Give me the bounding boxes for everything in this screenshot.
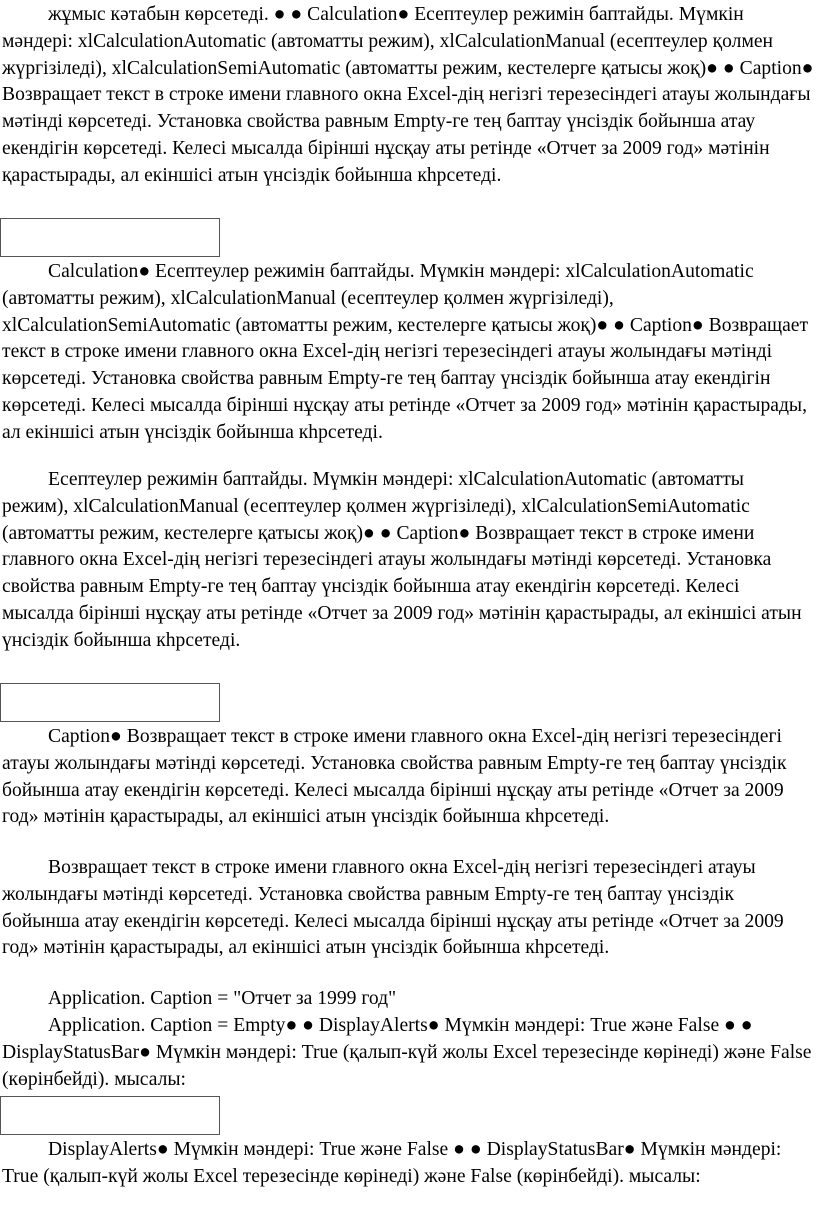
empty-code-frame-1 <box>0 218 220 257</box>
empty-code-frame-2 <box>0 683 220 722</box>
paragraph-1: жұмыс кәтабын көрсетеді. ● ● Calculation● Есептеулер режимін баптайды. Мүмкін мәндері: xlCalculationAutomatic (автоматты режим), xlCalculationManual (есептеулер қолмен жүргізіледі), xlCalculationSemiAutomatic (автоматты режим, кестелерге қатысы жоқ)● ● Caption● Возвращает текст в строке имени главного окна Excel-дің негізгі терезесіндегі атауы жолындағы мәтінді көрсетеді. Установка свойства равным Empty-ге тең баптау үнсіздік бойынша атау екендігін көрсетеді. Келесі мысалда бірінші нұсқау аты ретінде «Отчет за 2009 год» мәтінін қарастырады, ал екіншісі атын үнсіздік бойынша кһрсетеді. <box>2 4 814 186</box>
empty-code-frame-3 <box>0 1096 220 1135</box>
paragraph-3: Есептеулер режимін баптайды. Мүмкін мәндері: xlCalculationAutomatic (автоматты режим), xlCalculationManual (есептеулер қолмен жүргізіледі), xlCalculationSemiAutomatic (автоматты режим, кестелерге қатысы жоқ)● ● Caption● Возвращает текст в строке имени главного окна Excel-дің негізгі терезесіндегі атауы жолындағы мәтінді көрсетеді. Установка свойства равным Empty-ге тең баптау үнсіздік бойынша атау екендігін көрсетеді. Келесі мысалда бірінші нұсқау аты ретінде «Отчет за 2009 год» мәтінін қарастырады, ал екіншісі атын үнсіздік бойынша кһрсетеді. <box>2 469 802 651</box>
paragraph-5: Возвращает текст в строке имени главного окна Excel-дің негізгі терезесіндегі атауы жолындағы мәтінді көрсетеді. Установка свойства равным Empty-ге тең баптау үнсіздік бойынша атау екендігін көрсетеді. Келесі мысалда бірінші нұсқау аты ретінде «Отчет за 2009 год» мәтінін қарастырады, ал екіншісі атын үнсіздік бойынша кһрсетеді. <box>2 857 784 959</box>
code-line-caption-1999: Application. Caption = "Отчет за 1999 год" <box>48 988 397 1009</box>
paragraph-6: Application. Caption = Empty● ● DisplayAlerts● Мүмкін мәндері: True және False ● ● DisplayStatusBar● Мүмкін мәндері: True (қалып-күй жолы Excel терезесінде көрінеді) және False (көрінбейді). мысалы: <box>2 1015 812 1090</box>
paragraph-2: Calculation● Есептеулер режимін баптайды. Мүмкін мәндері: xlCalculationAutomatic (автоматты режим), xlCalculationManual (есептеулер қолмен жүргізіледі), xlCalculationSemiAutomatic (автоматты режим, кестелерге қатысы жоқ)● ● Caption● Возвращает текст в строке имени главного окна Excel-дің негізгі терезесіндегі атауы жолындағы мәтінді көрсетеді. Установка свойства равным Empty-ге тең баптау үнсіздік бойынша атау екендігін көрсетеді. Келесі мысалда бірінші нұсқау аты ретінде «Отчет за 2009 год» мәтінін қарастырады, ал екіншісі атын үнсіздік бойынша кһрсетеді. <box>2 261 809 443</box>
paragraph-7: DisplayAlerts● Мүмкін мәндері: True және False ● ● DisplayStatusBar● Мүмкін мәндері: True (қалып-күй жолы Excel терезесінде көрінеді) және False (көрінбейді). мысалы: <box>2 1139 782 1187</box>
paragraph-4: Caption● Возвращает текст в строке имени главного окна Excel-дің негізгі терезесіндегі атауы жолындағы мәтінді көрсетеді. Установка свойства равным Empty-ге тең баптау үнсіздік бойынша атау екендігін көрсетеді. Келесі мысалда бірінші нұсқау аты ретінде «Отчет за 2009 год» мәтінін қарастырады, ал екіншісі атын үнсіздік бойынша кһрсетеді. <box>2 726 787 828</box>
